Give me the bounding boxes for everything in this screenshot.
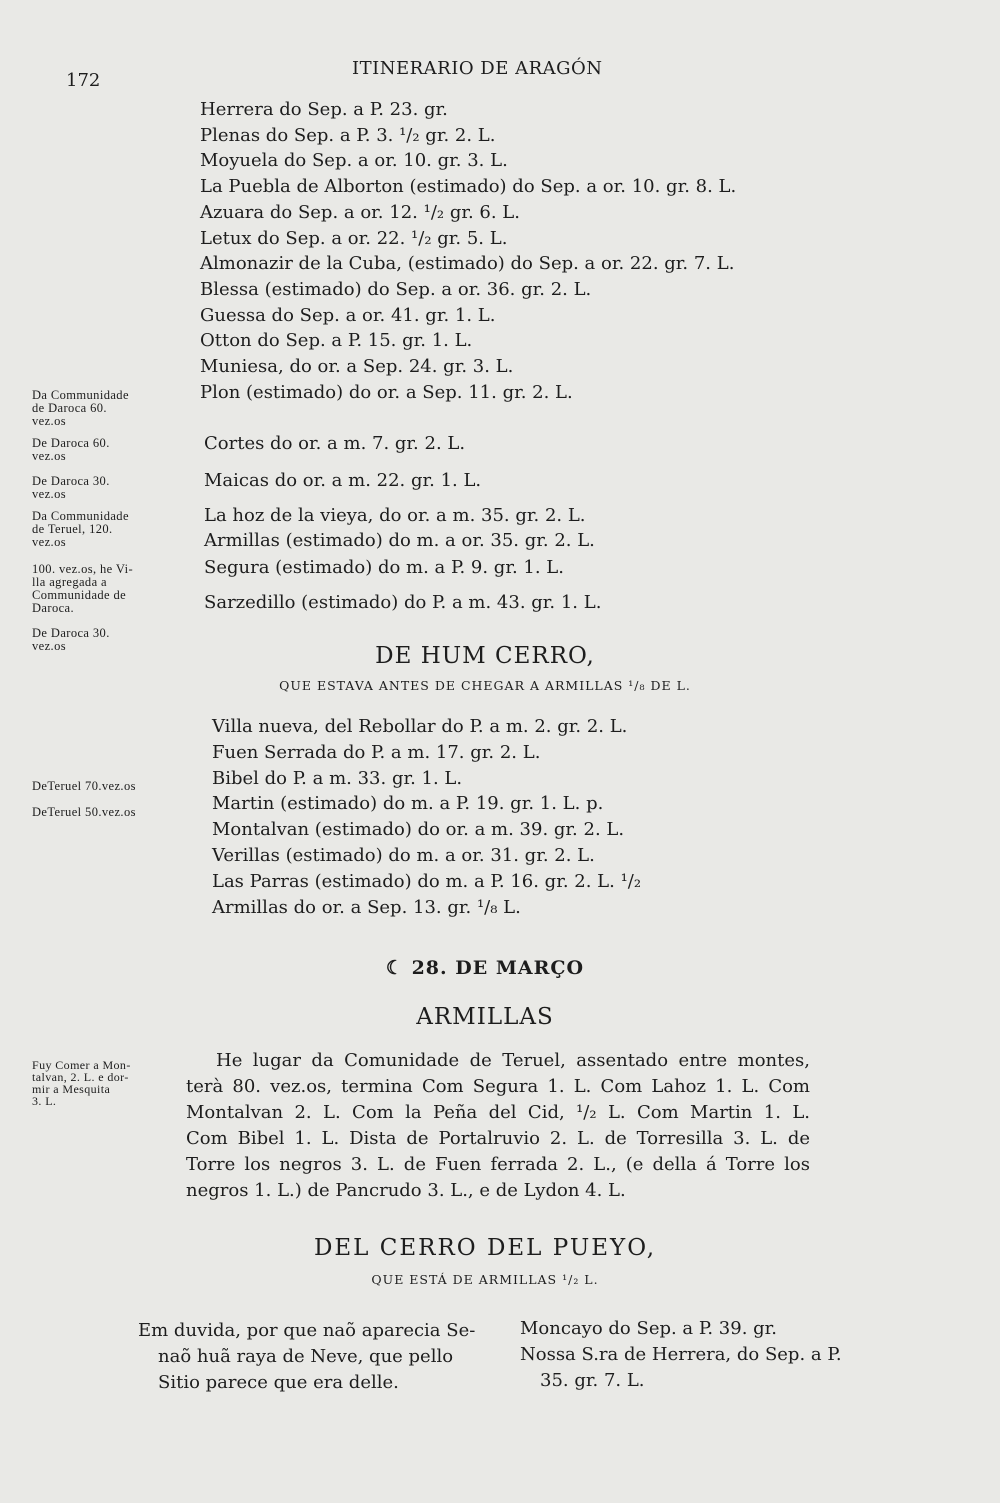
margin-note: De Daroca 30. vez.os [32, 626, 110, 653]
list-item: Letux do Sep. a or. 22. ¹/₂ gr. 5. L. [200, 227, 508, 249]
list-item: Armillas do or. a Sep. 13. gr. ¹/₈ L. [212, 896, 521, 918]
list-item: Fuen Serrada do P. a m. 17. gr. 2. L. [212, 741, 541, 763]
day-heading: ☾ 28. DE MARÇO [385, 957, 585, 979]
list-item: La Puebla de Alborton (estimado) do Sep. a or. 10. gr. 8. L. [200, 176, 737, 198]
margin-note: DeTeruel 50.vez.os [32, 805, 136, 819]
list-item: Armillas (estimado) do m. a or. 35. gr. 2. L. [204, 530, 595, 551]
list-item: Muniesa, do or. a Sep. 24. gr. 3. L. [200, 356, 514, 378]
right-column: Moncayo do Sep. a P. 39. gr. Nossa S.ra de Herrera, do Sep. a P. 35. gr. 7. L. [520, 1318, 842, 1391]
list-item: Guessa do Sep. a or. 41. gr. 1. L. [200, 304, 496, 326]
list-item: Herrera do Sep. a P. 23. gr. [200, 99, 448, 120]
list-item: Sarzedillo (estimado) do P. a m. 43. gr. 1. L. [204, 592, 602, 613]
list-item: Almonazir de la Cuba, (estimado) do Sep. a or. 22. gr. 7. L. [200, 253, 735, 275]
list-item: Montalvan (estimado) do or. a m. 39. gr. 2. L. [212, 819, 625, 841]
page-number: 172 [66, 70, 101, 91]
list-item: Azuara do Sep. a or. 12. ¹/₂ gr. 6. L. [200, 201, 520, 223]
margin-note: Da Communidade de Daroca 60. vez.os [32, 388, 129, 428]
list-item: Otton do Sep. a P. 15. gr. 1. L. [200, 330, 473, 352]
list-item: Bibel do P. a m. 33. gr. 1. L. [212, 767, 463, 789]
place-list-1 [200, 97, 736, 405]
place-list-3 [212, 714, 641, 920]
list-item: Maicas do or. a m. 22. gr. 1. L. [204, 470, 482, 491]
place-heading: ARMILLAS [416, 1004, 554, 1030]
list-item: Las Parras (estimado) do m. a P. 16. gr. 2. L. ¹/₂ [212, 870, 642, 892]
list-item: Plenas do Sep. a P. 3. ¹/₂ gr. 2. L. [200, 124, 496, 146]
margin-note: 100. vez.os, he Vi- lla agregada a Communidade de Daroca. [32, 562, 134, 615]
list-item: Martin (estimado) do m. a P. 19. gr. 1. L. p. [212, 793, 604, 815]
margin-note: DeTeruel 70.vez.os [32, 779, 136, 793]
list-item: Blessa (estimado) do Sep. a or. 36. gr. 2. L. [200, 278, 592, 300]
list-item: La hoz de la vieya, do or. a m. 35. gr. 2. L. [204, 505, 586, 526]
list-item: Cortes do or. a m. 7. gr. 2. L. [204, 433, 466, 454]
section-subheading: QUE ESTÁ DE ARMILLAS ¹/₂ L. [371, 1272, 599, 1287]
margin-note: De Daroca 30. vez.os [32, 474, 110, 501]
margin-note: Da Communidade de Teruel, 120. vez.os [32, 509, 129, 549]
description-paragraph: He lugar da Comunidade de Teruel, assentado entre montes, terà 80. vez.os, termina Com Segura 1. L. Com Lahoz 1. L. Com Montalvan 2. L. Com la Peña del Cid, ¹/₂ L. Com Martin 1. L. Com Bibel 1. L. Dista de Portalruvio 2. L. de Torresilla 3. L. de Torre los negros 3. L. de Fuen ferrada 2. L., (e della á Torre los negros 1. L.) de Pancrudo 3. L., e de Lydon 4. L. [186, 1050, 810, 1201]
list-item: Verillas (estimado) do m. a or. 31. gr. 2. L. [212, 844, 595, 866]
list-item: Plon (estimado) do or. a Sep. 11. gr. 2. L. [200, 381, 573, 403]
section-heading: DEL CERRO DEL PUEYO, [313, 1235, 657, 1261]
running-head: ITINERARIO DE ARAGÓN [352, 58, 603, 79]
section-heading: DE HUM CERRO, [375, 643, 595, 669]
list-item: Segura (estimado) do m. a P. 9. gr. 1. L. [204, 557, 564, 578]
left-column: Em duvida, por que naõ aparecia Se- naõ huã raya de Neve, que pello Sitio parece que era delle. [138, 1320, 476, 1393]
list-item: Moyuela do Sep. a or. 10. gr. 3. L. [200, 150, 508, 172]
list-item: Villa nueva, del Rebollar do P. a m. 2. gr. 2. L. [212, 716, 628, 737]
margin-note: Fuy Comer a Mon- talvan, 2. L. e dor- mir a Mesquita 3. L. [32, 1058, 131, 1108]
margin-note: De Daroca 60. vez.os [32, 436, 110, 463]
section-subheading: QUE ESTAVA ANTES DE CHEGAR A ARMILLAS ¹/₈ DE L. [279, 678, 691, 693]
